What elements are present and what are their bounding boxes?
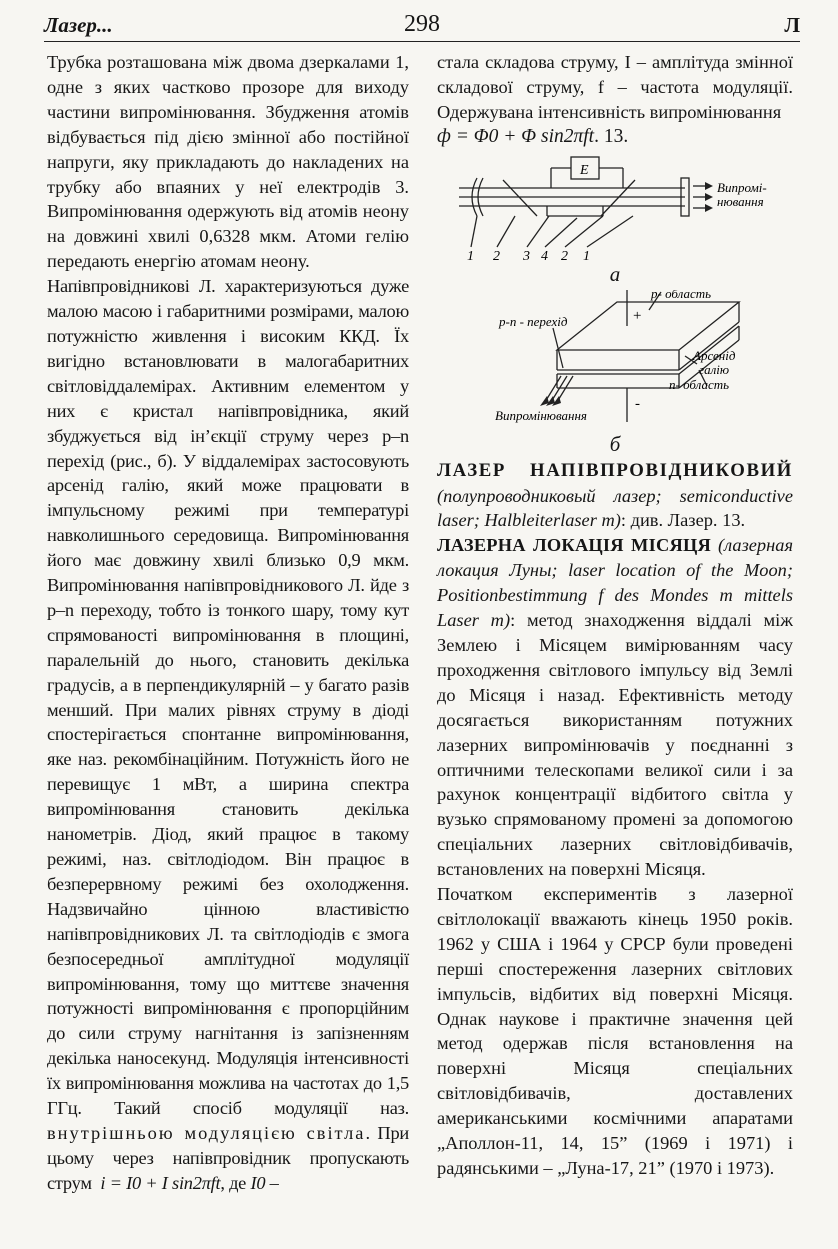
fig-a-num: 1 bbox=[583, 248, 590, 262]
page-header bbox=[44, 10, 800, 40]
pn-junction-label: p-n - перехід bbox=[499, 313, 568, 329]
power-supply-label: E bbox=[580, 162, 589, 178]
spaced-term: внутрішньою модуляцією світла bbox=[47, 1122, 366, 1143]
output-label-1: Випромі- bbox=[717, 179, 767, 195]
right-column bbox=[437, 50, 793, 1181]
arsenide-label-1: Арсенід bbox=[693, 347, 736, 363]
entry-translations: (лазерная локация Луны; laser location of the Moon; Positionbestimmung f des Mondes m mittels Laser m) bbox=[437, 535, 793, 631]
gas-laser-diagram bbox=[437, 150, 793, 262]
figure-gas-laser bbox=[437, 150, 793, 286]
paragraph-text: Напівпровідникові Л. характеризуються дуже малою масою і габаритними розмірами, малою потужністю живлення і високим ККД. Їх вигідно встановлювати в малогабаритних світловіддалемірах. Активним елементом у них є кристал напівпровідника, який збуджується від ін’єкції струму через p–n перехід (рис., б). У віддалемірах застосовують арсенід галію, який може працювати в імпульсному режимі при температурі навколишнього середовища. Випромінювання його має довжину хвилі близько 0,9 мкм. Випромінювання напівпровідникового Л. йде з p–n переходу, тобто із тонкого шару, тому кут спрямованості випромінювання в площині, паралельній до нього, становить декілька градусів, а в перпендикулярній – у багато разів менший. При малих рівнях струму в діоді спостерігається спонтанне випромінювання, яке наз. рекомбінаційним. Потужність його не перевищує 1 мВт, а ширина спектра випромінювання становить декілька нанометрів. Діод, який працює в такому режимі, наз. світлодіодом. Він працює в безперервному режимі без охолодження. Надзвичайно цінною властивістю напівпровідникових Л. та світлодіодів є змога безпосередньої амплітудної модуляції випромінювання, тому що миттєве значення потужності випромінювання є пропорційним до сили струму нагнітання із запізненням декілька наносекунд. Модуляція інтенсивності їх випромінювання можлива на частотах до 1,5 ГГц. Такий спосіб модуляції наз. bbox=[47, 276, 409, 1119]
entry-lunar-laser-ranging bbox=[437, 533, 793, 882]
formula-variable: I0 bbox=[250, 1172, 266, 1193]
entry-body: : метод знаходження віддалі між Землею і Місяцем вимірюванням часу проходження світлового імпульсу від Землі до Місяця і назад. Ефективність методу досягається використанням потужних лазерних випромінювачів у поєднанні з оптичними телескопами великої сили і за рахунок концентрації відбитого світла у вузько спрямованому промені за допомогою спеціальних лазерних світловідбивачів, встановлених на поверхні Місяця. bbox=[437, 610, 793, 880]
page-number: 298 bbox=[404, 11, 440, 37]
paragraph-continuation: стала складова струму, I – амплітуда змінної складової струму, f – частота модуляції. Одержувана інтенсивність випромінювання bbox=[437, 52, 793, 122]
figure-a-caption: а bbox=[609, 261, 621, 286]
fig-a-num: 2 bbox=[561, 248, 568, 262]
intensity-formula-line bbox=[437, 125, 793, 150]
plus-label: + bbox=[633, 307, 642, 324]
fig-a-num: 2 bbox=[493, 248, 500, 262]
paragraph-semiconductor-lasers bbox=[47, 274, 409, 1196]
fig-a-num: 1 bbox=[467, 248, 474, 262]
output-label-2: нювання bbox=[717, 193, 764, 209]
running-head: Лазер... bbox=[44, 13, 113, 37]
emission-label: Випромінювання bbox=[495, 407, 587, 423]
fig-a-num: 4 bbox=[541, 248, 548, 262]
header-rule bbox=[44, 41, 800, 42]
entry-translations: (полупроводниковый лазер; semiconductive laser; Halbleiterlaser m) bbox=[437, 485, 793, 531]
entry-title: ЛАЗЕРНА ЛОКАЦІЯ МІСЯЦЯ bbox=[437, 535, 711, 556]
semiconductor-laser-diagram bbox=[437, 290, 793, 428]
formula-ref: . 13. bbox=[594, 125, 629, 147]
paragraph-dash: – bbox=[269, 1172, 279, 1193]
paragraph-lunar-history: Початком експериментів з лазерної світлолокації вважають кінець 1950 років. 1962 у США і 1964 у СРСР були проведені перші спостереження лазерних світлових імпульсів, відбитих від поверхні Місяця. Однак наукове і практичне значення цей метод одержав після встановлення на поверхні Місяця спеціальних світловідбивачів, доставлених американськими космічними апаратами „Аполлон-11, 14, 15” (1969 і 1971) і радянськими – „Луна-17, 21” (1970 і 1973). bbox=[437, 884, 793, 1178]
entry-semiconductor-laser bbox=[437, 458, 793, 534]
minus-label: - bbox=[635, 395, 640, 412]
paragraph-gas-laser-tube: Трубка розташована між двома дзеркалами 1, одне з яких частково прозоре для виходу частини випромінювання. Збудження атомів відбувається під дією змінної або постійної напруги, яку прикладають до накладених на трубку або впаяних у неї електродів 3. Випромінювання одержують від атомів неону на довжині хвилі 0,6328 мкм. Атоми гелію передають енергію атомам неону. bbox=[47, 52, 409, 272]
p-region-label: p- область bbox=[651, 289, 712, 301]
paragraph-text: , де bbox=[220, 1172, 247, 1193]
fig-a-num: 3 bbox=[523, 248, 530, 262]
figure-b-caption: б bbox=[609, 431, 621, 456]
entry-title: ЛАЗЕР НАПІВПРОВІДНИКОВИЙ bbox=[437, 459, 793, 481]
intensity-formula: ф = Φ0 + Φ sin2πft bbox=[437, 125, 595, 147]
current-formula: i = I0 + I sin2πft bbox=[100, 1172, 221, 1193]
arsenide-label-2: галію bbox=[699, 361, 730, 377]
entry-cross-reference: : див. Лазер. 13. bbox=[620, 510, 746, 531]
n-region-label: n- область bbox=[669, 376, 730, 392]
figure-semiconductor-laser bbox=[437, 290, 793, 456]
paragraph-text: . При цьому через напівпровідник пропускають струм bbox=[47, 1122, 409, 1193]
section-letter: Л bbox=[784, 13, 800, 37]
left-column bbox=[47, 50, 409, 1196]
